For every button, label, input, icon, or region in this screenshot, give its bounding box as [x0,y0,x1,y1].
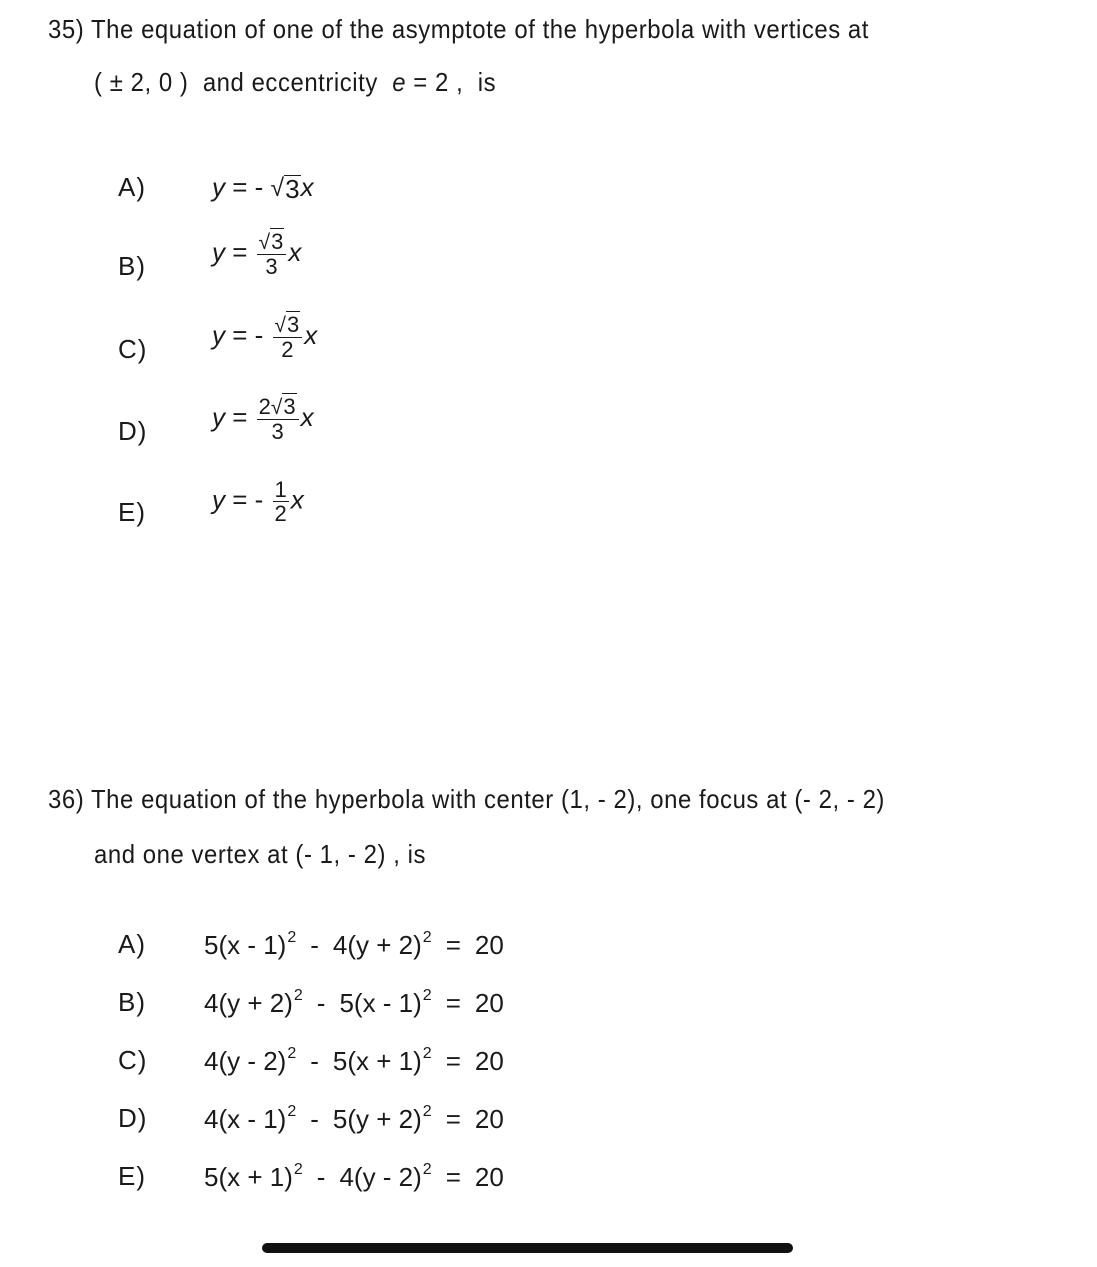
exponent: 2 [293,1161,303,1178]
q35-c-lhs: y [212,319,225,350]
q35-line1 [48,14,869,45]
q35-d-radicand: 3 [283,394,296,419]
minus-sign: - [310,930,319,960]
exponent: 2 [422,987,432,1004]
home-indicator-bar[interactable] [262,1243,793,1253]
q35-c-eq: = - [232,319,264,350]
q36-number: 36) [48,784,85,814]
q36-a-rhs: 20 [474,930,504,960]
exponent: 2 [287,929,297,946]
q36-d-rhs: 20 [474,1104,504,1134]
q35-number: 35) [48,14,85,44]
q36-a-term2: 4(y + 2) [332,930,422,960]
q35-option-e-label[interactable]: E) [118,497,146,527]
q36-option-b-equation[interactable] [204,987,504,1019]
q36-d-term2: 5(y + 2) [332,1104,422,1134]
q36-e-term2: 4(y - 2) [339,1162,422,1192]
exponent: 2 [422,929,432,946]
q35-option-d-label[interactable]: D) [118,416,148,446]
q35-is: is [477,67,497,97]
q36-e-rhs: 20 [474,1162,504,1192]
q35-e-symbol: e [392,67,407,97]
q35-b-var: x [288,236,302,267]
q36-c-term2: 5(x + 1) [332,1046,422,1076]
q36-b-rhs: 20 [474,988,504,1018]
q35-option-b-label[interactable]: B) [118,251,146,281]
q36-stem-line1: The equation of the hyperbola with center (1, - 2), one focus at (- 2, - 2) [91,784,885,814]
q35-e-eq: = - [232,484,264,515]
q35-d-var: x [300,401,314,432]
q35-e-var: x [290,484,304,515]
q35-c-radicand: 3 [287,312,300,337]
q36-b-term2: 5(x - 1) [339,988,422,1018]
q35-line2 [94,67,496,98]
equals-sign: = [445,1046,461,1076]
q35-b-den: 3 [265,253,278,279]
q35-eccentricity-text: and eccentricity [202,67,378,97]
exponent: 2 [287,1103,297,1120]
exponent: 2 [422,1103,432,1120]
q36-option-e-label[interactable]: E) [118,1161,146,1191]
minus-sign: - [316,1162,326,1192]
q35-b-eq: = [232,236,248,267]
equals-sign: = [445,988,461,1018]
q36-e-term1: 5(x + 1) [204,1162,293,1192]
exponent: 2 [422,1045,432,1062]
q35-b-radicand: 3 [271,229,284,254]
q35-a-var: x [300,172,314,202]
minus-sign: - [310,1046,319,1076]
q35-a-radicand: 3 [285,173,300,204]
q35-e-num: 1 [274,477,287,502]
equals-sign: = [445,1104,461,1134]
q36-option-d-equation[interactable] [204,1103,504,1135]
q35-stem-line1: The equation of one of the asymptote of the hyperbola with vertices at [91,14,869,44]
exponent: 2 [287,1045,297,1062]
q35-a-lhs: y [212,172,225,202]
q36-option-b-label[interactable]: B) [118,987,146,1017]
q36-option-c-label[interactable]: C) [118,1045,148,1075]
q36-line1 [48,784,885,815]
q36-c-rhs: 20 [474,1046,504,1076]
q35-e-value: = 2 , [413,67,464,97]
q36-option-c-equation[interactable] [204,1045,504,1077]
q36-option-a-equation[interactable] [204,929,504,961]
q35-option-e-equation[interactable] [212,478,304,525]
q35-d-coef: 2 [258,394,271,419]
q35-option-d-equation[interactable] [212,395,314,443]
minus-sign: - [316,988,326,1018]
q35-e-lhs: y [212,484,225,515]
q36-a-term1: 5(x - 1) [204,930,287,960]
exponent: 2 [293,987,303,1004]
exponent: 2 [422,1161,432,1178]
q36-option-e-equation[interactable] [204,1161,504,1193]
q35-option-c-label[interactable]: C) [118,334,148,364]
q35-a-eq: = - [232,172,264,202]
q35-option-a-label[interactable]: A) [118,172,146,202]
q36-option-d-label[interactable]: D) [118,1103,148,1133]
q36-stem-line2: and one vertex at (- 1, - 2) , is [94,839,426,869]
q35-d-eq: = [232,401,248,432]
q35-option-c-equation[interactable] [212,313,317,361]
q35-option-b-equation[interactable] [212,230,301,278]
q35-e-fraction [273,478,289,525]
q35-c-den: 2 [281,336,294,362]
q35-b-fraction: $\frac{√3}{3}$ [257,230,287,278]
q35-e-den: 2 [274,501,287,527]
q35-b-lhs: y [212,236,225,267]
q35-option-a-equation[interactable] [212,172,314,203]
equals-sign: = [445,930,461,960]
q36-option-a-label[interactable]: A) [118,929,146,959]
q35-vertices: ( ± 2, 0 ) [94,67,189,97]
q35-d-fraction: $\frac{2√3}{3}$ [257,395,299,443]
q35-c-var: x [304,319,318,350]
q36-d-term1: 4(x - 1) [204,1104,287,1134]
q36-b-term1: 4(y + 2) [204,988,293,1018]
q35-d-den: 3 [271,418,284,444]
q36-c-term1: 4(y - 2) [204,1046,287,1076]
q35-d-lhs: y [212,401,225,432]
equals-sign: = [445,1162,461,1192]
sqrt-symbol: √ 3 [270,173,300,204]
q35-c-fraction: $\frac{√3}{2}$ [273,313,303,361]
minus-sign: - [310,1104,319,1134]
